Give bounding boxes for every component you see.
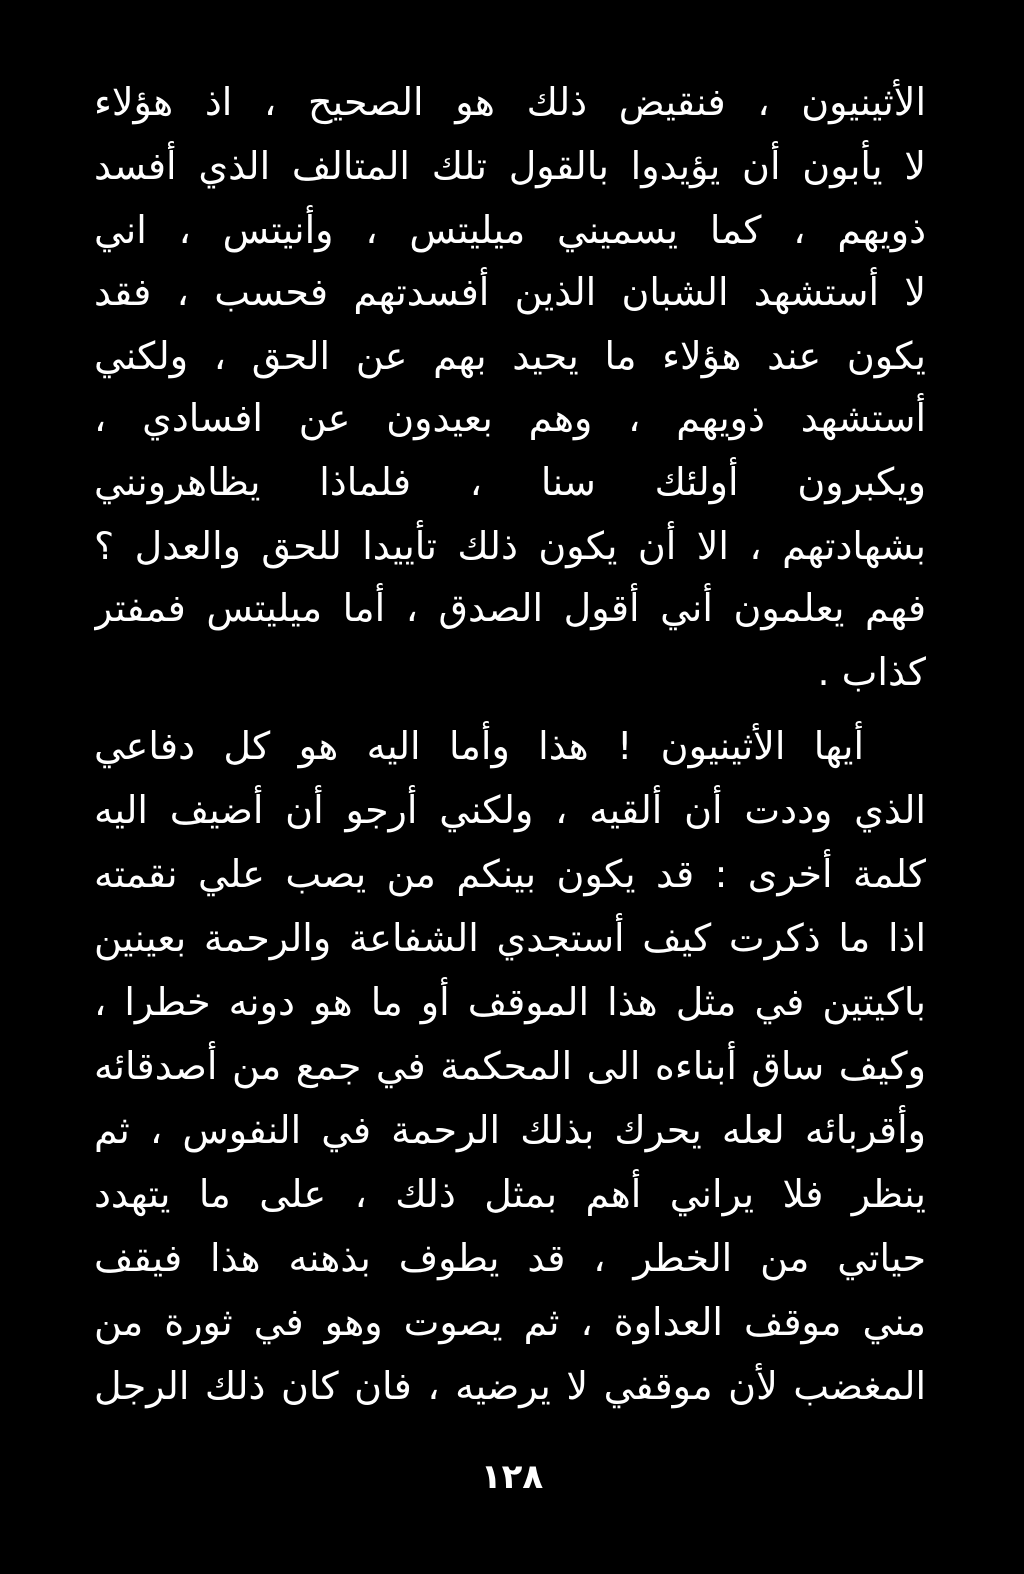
page-number: ١٢٨ [480,1457,544,1497]
text-line: كلمة أخرى : قد يكون بينكم من يصب علي نقمته [94,852,926,896]
text-line: بشهادتهم ، الا أن يكون ذلك تأييدا للحق والعدل ؟ [94,524,926,568]
text-line: أيها الأثينيون ! هذا وأما اليه هو كل دفاعي [94,724,864,768]
text-line: اذا ما ذكرت كيف أستجدي الشفاعة والرحمة بعينين [94,916,926,960]
text-line: وكيف ساق أبناءه الى المحكمة في جمع من أصدقائه [94,1044,926,1088]
text-line: الأثينيون ، فنقيض ذلك هو الصحيح ، اذ هؤلاء [94,80,926,124]
text-line: باكيتين في مثل هذا الموقف أو ما هو دونه خطرا ، [94,980,926,1024]
text-line: أستشهد ذويهم ، وهم بعيدون عن افسادي ، [94,396,926,440]
text-line: فهم يعلمون أني أقول الصدق ، أما ميليتس فمفتر [94,586,926,630]
text-line: لا أستشهد الشبان الذين أفسدتهم فحسب ، فقد [94,270,926,314]
text-line: ذويهم ، كما يسميني ميليتس ، وأنيتس ، اني [94,208,926,252]
text-line: ينظر فلا يراني أهم بمثل ذلك ، على ما يتهدد [94,1172,926,1216]
text-line: يكون عند هؤلاء ما يحيد بهم عن الحق ، ولكني [94,334,926,378]
text-line: الذي وددت أن ألقيه ، ولكني أرجو أن أضيف اليه [94,788,926,832]
text-line: حياتي من الخطر ، قد يطوف بذهنه هذا فيقف [94,1236,926,1280]
text-line: وأقربائه لعله يحرك بذلك الرحمة في النفوس ، ثم [94,1108,926,1152]
text-line: ويكبرون أولئك سنا ، فلماذا يظاهرونني [94,460,926,504]
text-line: المغضب لأن موقفي لا يرضيه ، فان كان ذلك الرجل [94,1364,926,1408]
text-line: كذاب . [817,650,926,694]
text-line: مني موقف العداوة ، ثم يصوت وهو في ثورة من [94,1300,926,1344]
text-line: لا يأبون أن يؤيدوا بالقول تلك المتالف الذي أفسد [94,144,926,188]
